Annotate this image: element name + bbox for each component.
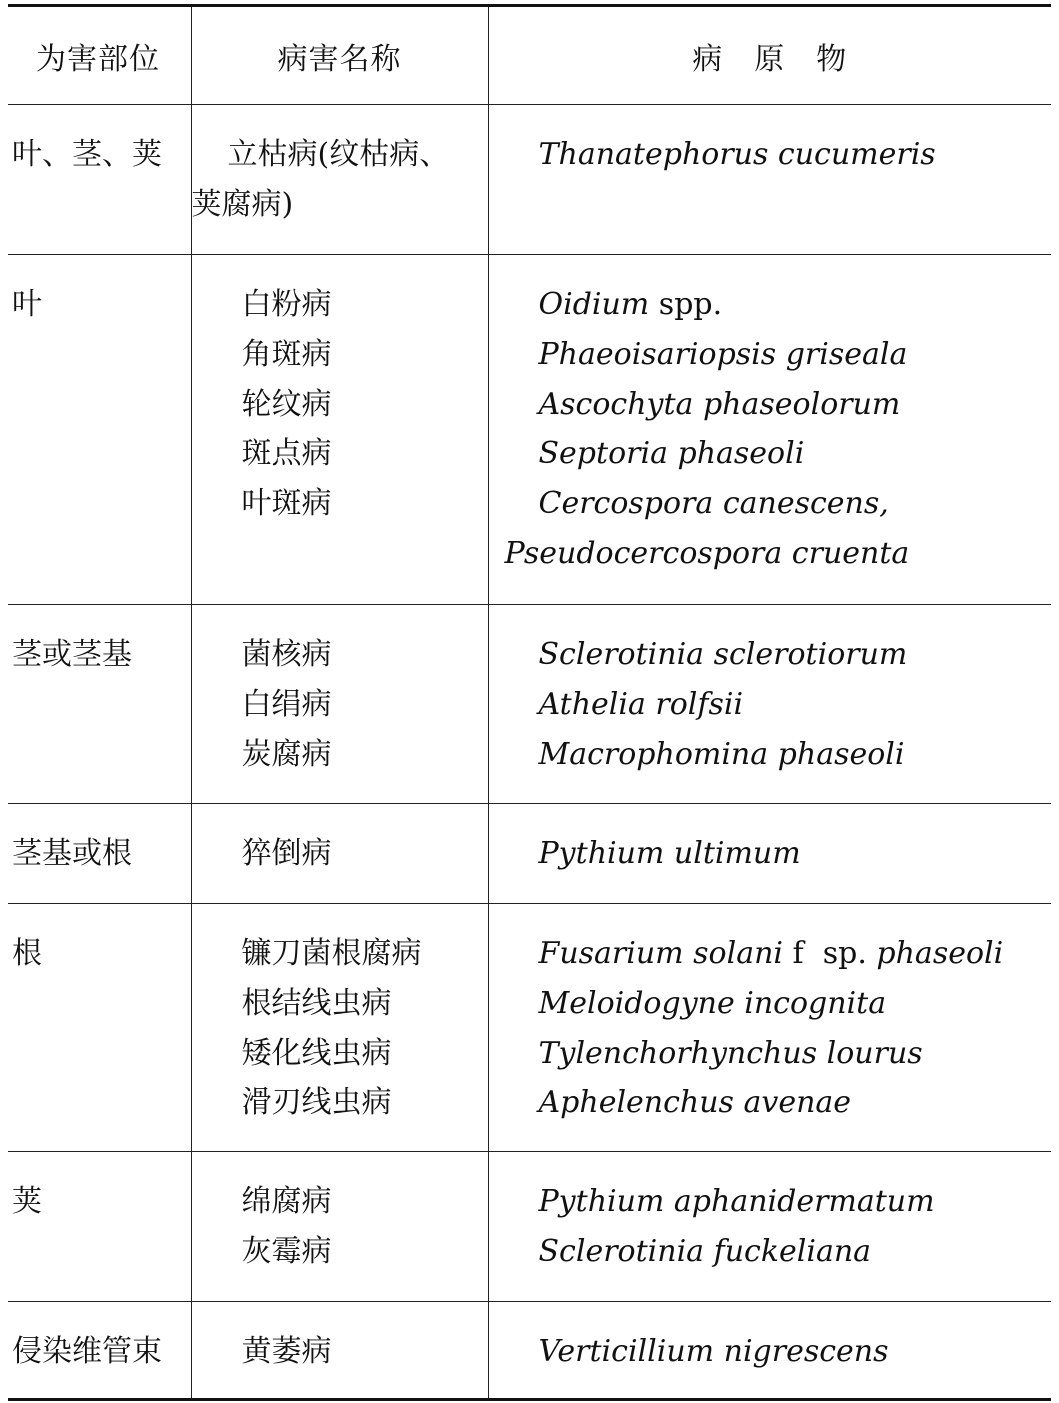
- pathogen-cell: [488, 105, 1051, 255]
- disease-name: 叶斑病: [241, 486, 332, 522]
- disease-name: 黄萎病: [241, 1334, 332, 1369]
- pathogen-name: Pythium aphanidermatum: [538, 1184, 935, 1219]
- pathogen-cell: [488, 804, 1051, 904]
- disease-name-cell: [191, 605, 488, 804]
- disease-name: 角斑病: [241, 336, 332, 372]
- damage-part-cell: 根: [8, 904, 191, 1152]
- disease-name-cell: [191, 1152, 488, 1302]
- pathogen-name: Athelia rolfsii: [538, 686, 744, 722]
- header-disease-name: 病害名称: [191, 6, 488, 105]
- damage-part-cell: 叶、茎、荚: [8, 105, 191, 255]
- table-row: [8, 904, 1051, 1152]
- pathogen-cell: [488, 904, 1051, 1152]
- damage-part-cell: 叶: [8, 255, 191, 605]
- pathogen-name: Septoria phaseoli: [538, 436, 805, 472]
- disease-name: 白绢病: [241, 686, 332, 722]
- pathogen-name: Aphelenchus avenae: [538, 1085, 852, 1121]
- pathogen-name: Pythium ultimum: [538, 836, 801, 871]
- pathogen-cell: [488, 605, 1051, 804]
- pathogen-name: Sclerotinia sclerotiorum: [538, 637, 908, 672]
- table-row: [8, 1152, 1051, 1302]
- table-row: [8, 105, 1051, 255]
- damage-part-cell: 侵染维管束: [8, 1302, 191, 1400]
- pathogen-name: Macrophomina phaseoli: [538, 736, 905, 772]
- pathogen-name: Meloidogyne incognita: [538, 985, 887, 1021]
- disease-name: 荚腐病): [191, 186, 294, 222]
- disease-name: 根结线虫病: [241, 985, 392, 1021]
- disease-name-cell: [191, 1302, 488, 1400]
- pathogen-cell: [488, 255, 1051, 605]
- pathogen-name: [539, 280, 1052, 330]
- pathogen-cell: [488, 1302, 1051, 1400]
- disease-name: 镰刀菌根腐病: [241, 936, 422, 971]
- disease-name: 立枯病(纹枯病、: [227, 137, 450, 172]
- pathogen-name: Ascochyta phaseolorum: [538, 386, 901, 422]
- disease-name: 绵腐病: [241, 1184, 332, 1219]
- table-row: [8, 1302, 1051, 1400]
- disease-table-page: [8, 4, 1051, 1401]
- table-row: [8, 804, 1051, 904]
- pathogen-name: Thanatephorus cucumeris: [538, 137, 936, 172]
- table-row: [8, 255, 1051, 605]
- pathogen-genus: Oidium: [538, 287, 650, 322]
- disease-name-cell: [191, 255, 488, 605]
- damage-part-cell: 茎基或根: [8, 804, 191, 904]
- table-header-row: [8, 6, 1051, 105]
- disease-name: 猝倒病: [241, 836, 332, 871]
- pathogen-name: Phaeoisariopsis griseala: [538, 336, 908, 372]
- pathogen-epithet: phaseoli: [876, 936, 1004, 971]
- pathogen-forma-specialis: f sp.: [783, 936, 877, 971]
- pathogen-cell: [488, 1152, 1051, 1302]
- header-pathogen: 病 原 物: [488, 6, 1051, 105]
- disease-name: 炭腐病: [241, 736, 332, 772]
- pathogen-name: Sclerotinia fuckeliana: [538, 1233, 872, 1269]
- disease-name: 斑点病: [241, 436, 332, 472]
- header-damage-part: 为害部位: [8, 6, 191, 105]
- pathogen-name: Tylenchorhynchus lourus: [538, 1035, 923, 1071]
- pathogen-species: Fusarium solani: [538, 936, 784, 971]
- disease-name-cell: [191, 804, 488, 904]
- pathogen-suffix: spp.: [649, 287, 723, 322]
- disease-name: 滑刃线虫病: [241, 1085, 392, 1121]
- disease-name: 灰霉病: [241, 1233, 332, 1269]
- disease-name: 白粉病: [241, 287, 332, 322]
- disease-name: 矮化线虫病: [241, 1035, 392, 1071]
- disease-name-cell: [191, 904, 488, 1152]
- pathogen-name: [539, 929, 1052, 979]
- disease-pathogen-table: [8, 4, 1051, 1401]
- disease-name: 菌核病: [241, 637, 332, 672]
- disease-name: 轮纹病: [241, 386, 332, 422]
- disease-name-cell: [191, 105, 488, 255]
- pathogen-name: Verticillium nigrescens: [538, 1334, 889, 1369]
- damage-part-cell: 茎或茎基: [8, 605, 191, 804]
- pathogen-name: Pseudocercospora cruenta: [504, 535, 910, 571]
- table-row: [8, 605, 1051, 804]
- damage-part-cell: 荚: [8, 1152, 191, 1302]
- pathogen-name: Cercospora canescens,: [538, 486, 889, 522]
